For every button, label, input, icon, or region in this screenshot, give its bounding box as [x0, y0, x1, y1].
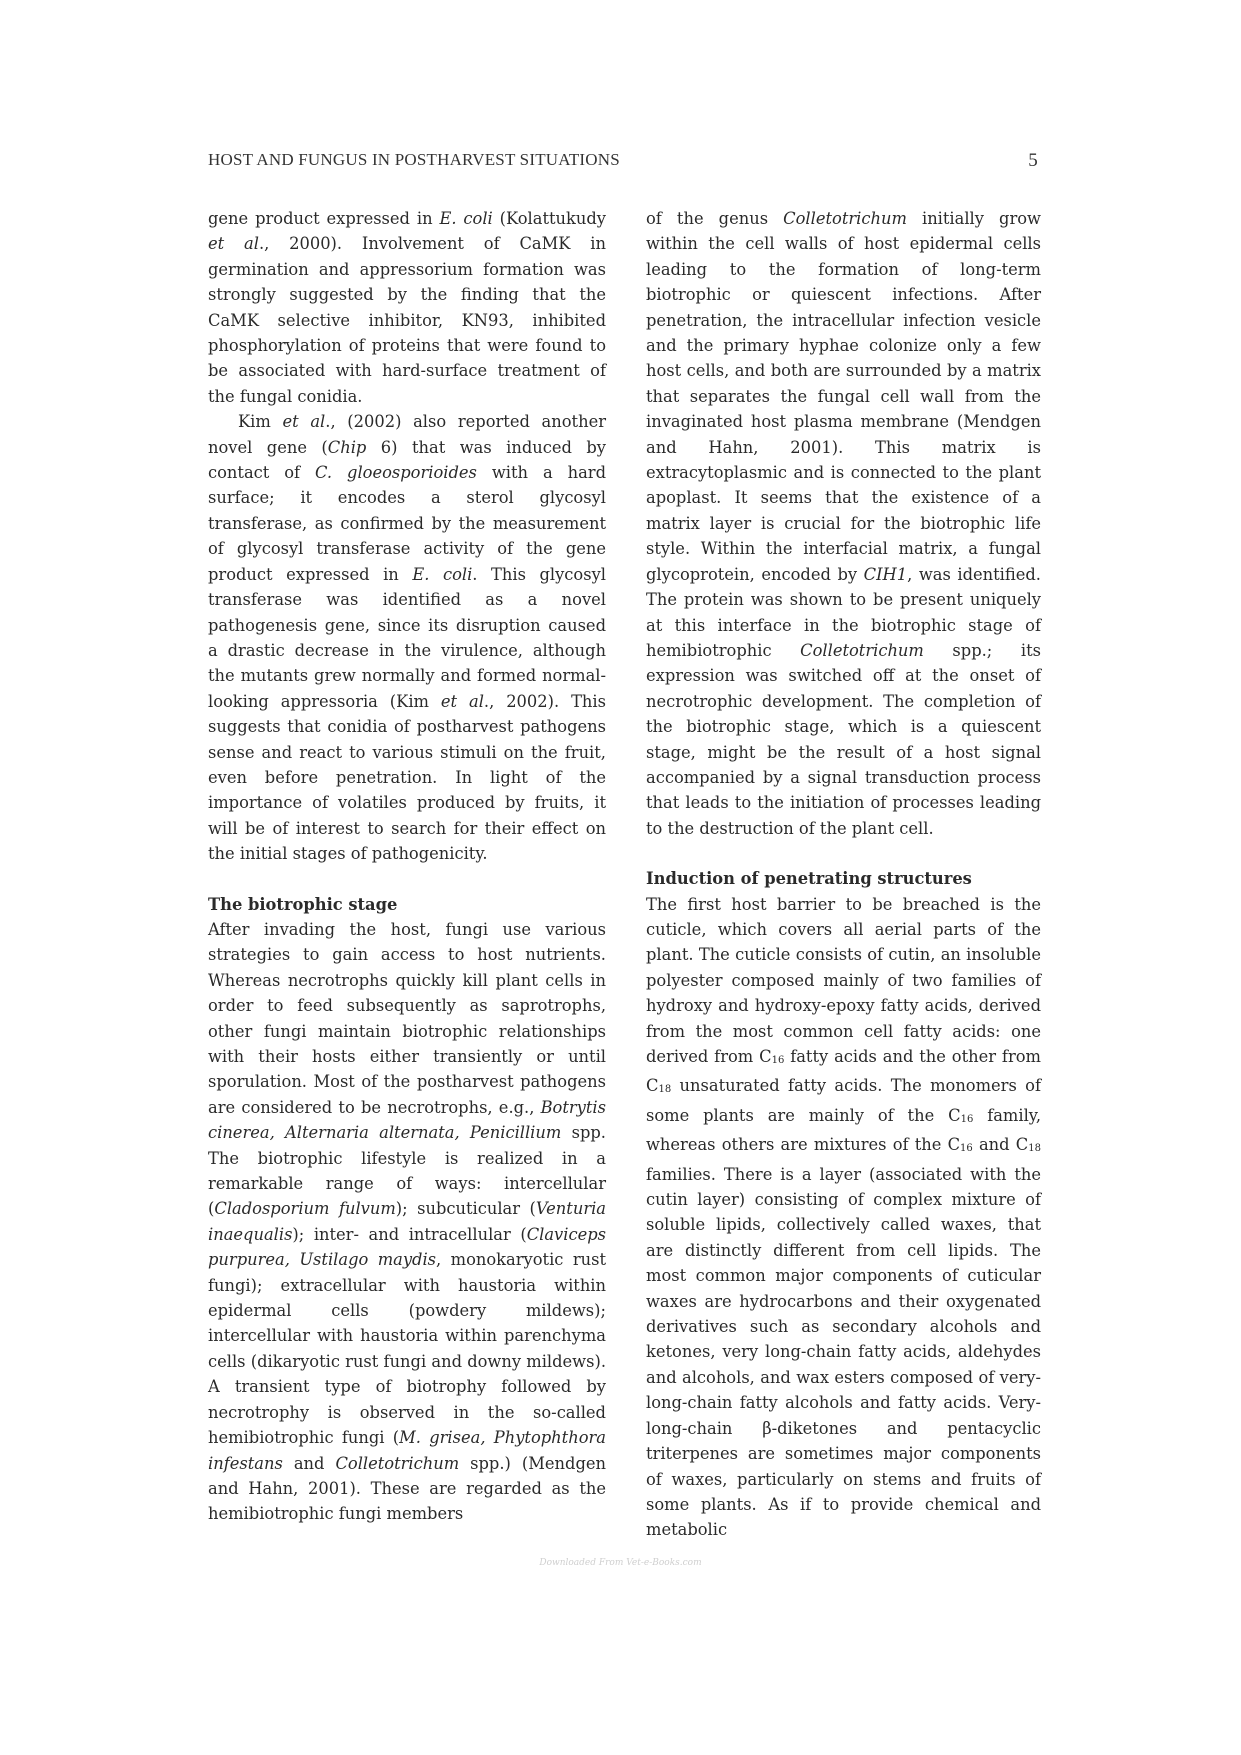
section-heading: The biotrophic stage [208, 894, 398, 914]
left-column [208, 206, 606, 1527]
watermark: Downloaded From Vet-e-Books.com [539, 1558, 702, 1568]
section-spacer [646, 841, 1041, 866]
paragraph: Kim et al., (2002) also reported another novel gene (Chip 6) that was induced by contact of C. gloeosporioides with a hard surface; it encodes a sterol glycosyl transferase, as confirmed by the measurement of glycosyl transferase activity of the gene product expressed in E. coli. This glycosyl transferase was identified as a novel pathogenesis gene, since its disruption caused a drastic decrease in the virulence, although the mutants grew normally and formed normal-looking appressoria (Kim et al., 2002). This suggests that conidia of postharvest pathogens sense and react to various stimuli on the fruit, even before penetration. In light of the importance of volatiles produced by fruits, it will be of interest to search for their effect on the initial stages of pathogenicity. [208, 412, 606, 864]
page-number: 5 [1028, 150, 1038, 171]
section-heading: Induction of penetrating structures [646, 869, 972, 889]
section-spacer [208, 867, 606, 892]
running-title: HOST AND FUNGUS IN POSTHARVEST SITUATIONS [208, 150, 620, 169]
paragraph: The first host barrier to be breached is the cuticle, which covers all aerial parts of the plant. The cuticle consists of cutin, an insoluble polyester composed mainly of two families of hydroxy and hydroxy-epoxy fatty acids, derived from the most common cell fatty acids: one derived from $C_{16}$ fatty acids and the other from $C_{18}$ unsaturated fatty acids. The monomers of some plants are mainly of the $C_{16}$ family, whereas others are mixtures of the $C_{16}$ and $C_{18}$ families. There is a layer (associated with the cutin layer) consisting of complex mixture of soluble lipids, collectively called waxes, that are distinctly different from cell lipids. The most common major components of cuticular waxes are hydrocarbons and their oxygenated derivatives such as secondary alcohols and ketones, very long-chain fatty acids, aldehydes and alcohols, and wax esters composed of very-long-chain fatty alcohols and fatty acids. Very-long-chain β-diketones and pentacyclic triterpenes are sometimes major components of waxes, particularly on stems and fruits of some plants. As if to provide chemical and metabolic [646, 894, 1041, 1540]
right-column [646, 206, 1041, 1543]
paragraph: of the genus Colletotrichum initially grow within the cell walls of host epidermal cells leading to the formation of long-term biotrophic or quiescent infections. After penetration, the intracellular infection vesicle and the primary hyphae colonize only a few host cells, and both are surrounded by a matrix that separates the fungal cell wall from the invaginated host plasma membrane (Mendgen and Hahn, 2001). This matrix is extracytoplasmic and is connected to the plant apoplast. It seems that the existence of a matrix layer is crucial for the biotrophic life style. Within the interfacial matrix, a fungal glycoprotein, encoded by CIH1, was identified. The protein was shown to be present uniquely at this interface in the biotrophic stage of hemibiotrophic Colletotrichum spp.; its expression was switched off at the onset of necrotrophic development. The completion of the biotrophic stage, which is a quiescent stage, might be the result of a host signal accompanied by a signal transduction process that leads to the initiation of processes leading to the destruction of the plant cell. [646, 209, 1041, 838]
paragraph: After invading the host, fungi use various strategies to gain access to host nutrients. Whereas necrotrophs quickly kill plant cells in order to feed subsequently as saprotrophs, other fungi maintain biotrophic relationships with their hosts either transiently or until sporulation. Most of the postharvest pathogens are considered to be necrotrophs, e.g., Botrytis cinerea, Alternaria alternata, Penicillium spp. The biotrophic lifestyle is realized in a remarkable range of ways: intercellular (Cladosporium fulvum); subcuticular (Venturia inaequalis); inter- and intracellular (Claviceps purpurea, Ustilago maydis, monokaryotic rust fungi); extracellular with haustoria within epidermal cells (powdery mildews); intercellular with haustoria within parenchyma cells (dikaryotic rust fungi and downy mildews). A transient type of biotrophy followed by necrotrophy is observed in the so-called hemibiotrophic fungi (M. grisea, Phytophthora infestans and Colletotrichum spp.) (Mendgen and Hahn, 2001). These are regarded as the hemibiotrophic fungi members [208, 919, 607, 1524]
paragraph: gene product expressed in E. coli (Kolattukudy et al., 2000). Involvement of CaMK in germination and appressorium formation was strongly suggested by the finding that the CaMK selective inhibitor, KN93, inhibited phosphorylation of proteins that were found to be associated with hard-surface treatment of the fungal conidia. [208, 209, 606, 406]
